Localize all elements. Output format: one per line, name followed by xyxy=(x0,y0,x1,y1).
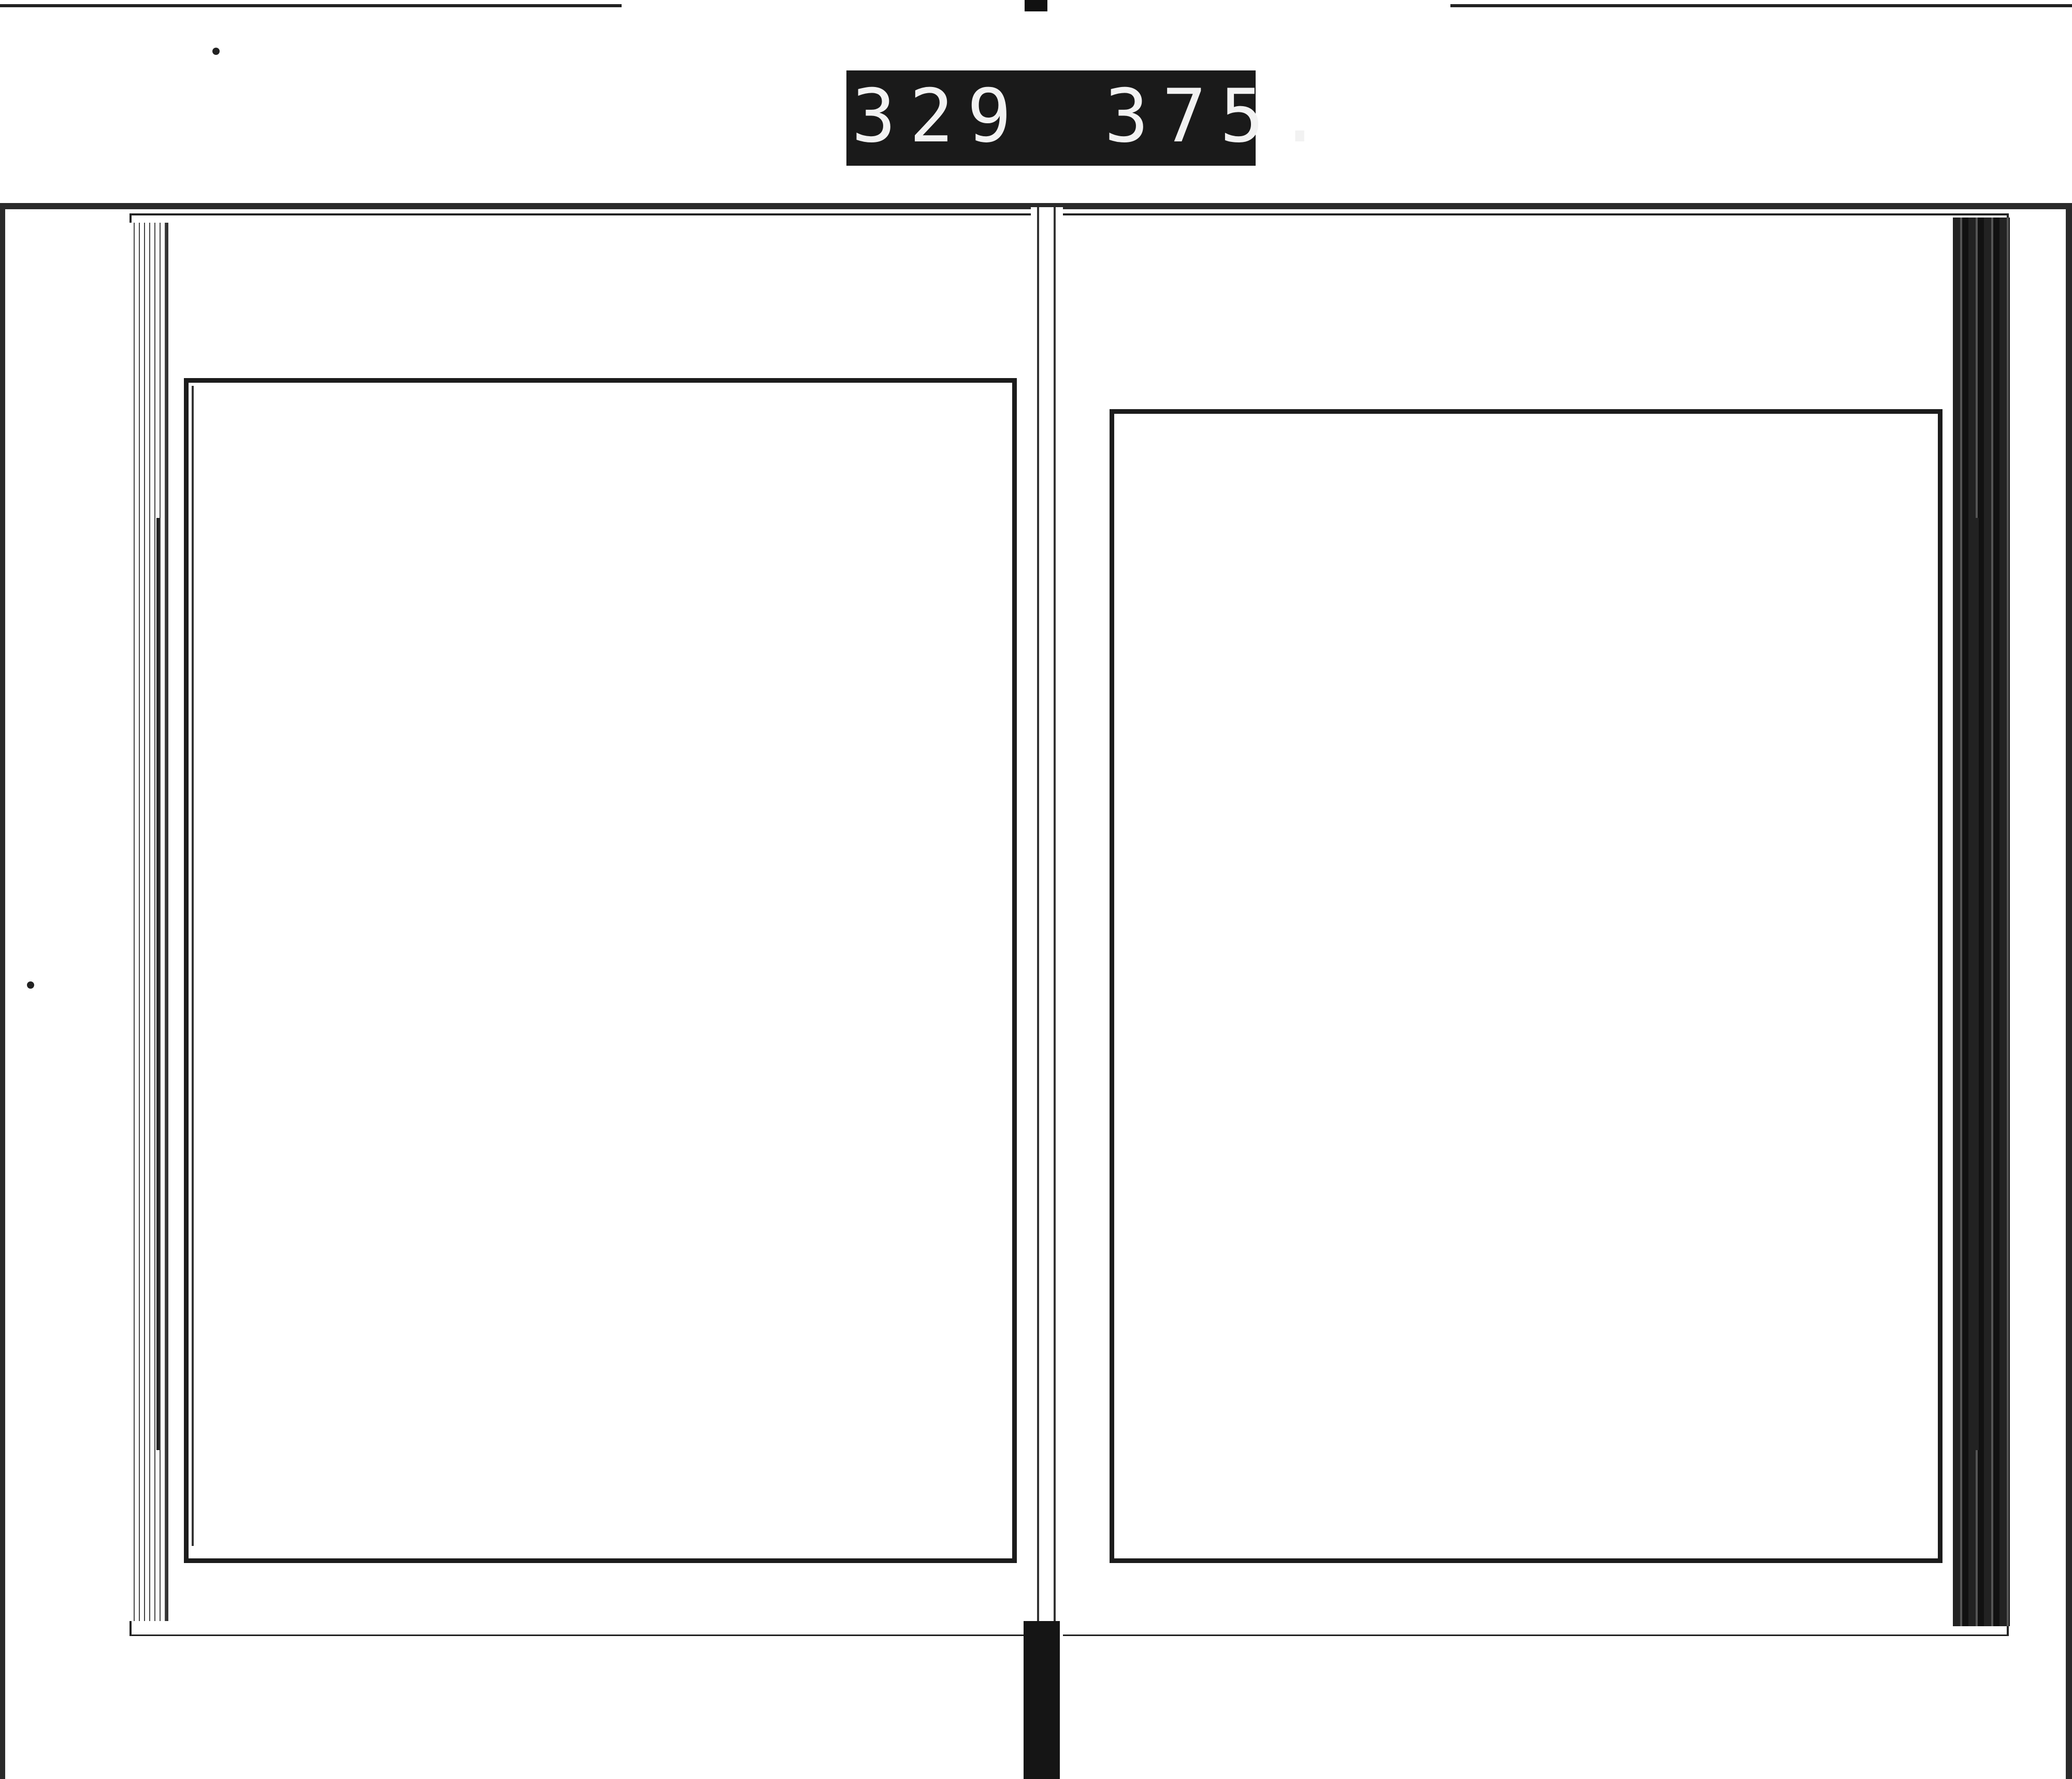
scan-top-rule xyxy=(1450,4,2072,7)
right-page-text-frame xyxy=(1110,409,1942,1563)
book-spine-tail xyxy=(1024,1621,1060,1779)
left-page-text-frame xyxy=(184,378,1017,1563)
scan-edge-left xyxy=(0,203,5,1779)
scan-edge-right xyxy=(2066,203,2072,1779)
scan-top-rule xyxy=(0,4,622,7)
folio-number-plate xyxy=(846,70,1335,166)
book-gutter xyxy=(1031,207,1063,1637)
scan-speck xyxy=(212,48,220,55)
scan-speck xyxy=(27,981,34,989)
left-frame-inner-rule xyxy=(192,386,194,1546)
folio-left-number: 329 xyxy=(852,74,1025,159)
folio-right-number: 375. xyxy=(1104,74,1335,159)
scan-top-mark xyxy=(1025,0,1047,11)
